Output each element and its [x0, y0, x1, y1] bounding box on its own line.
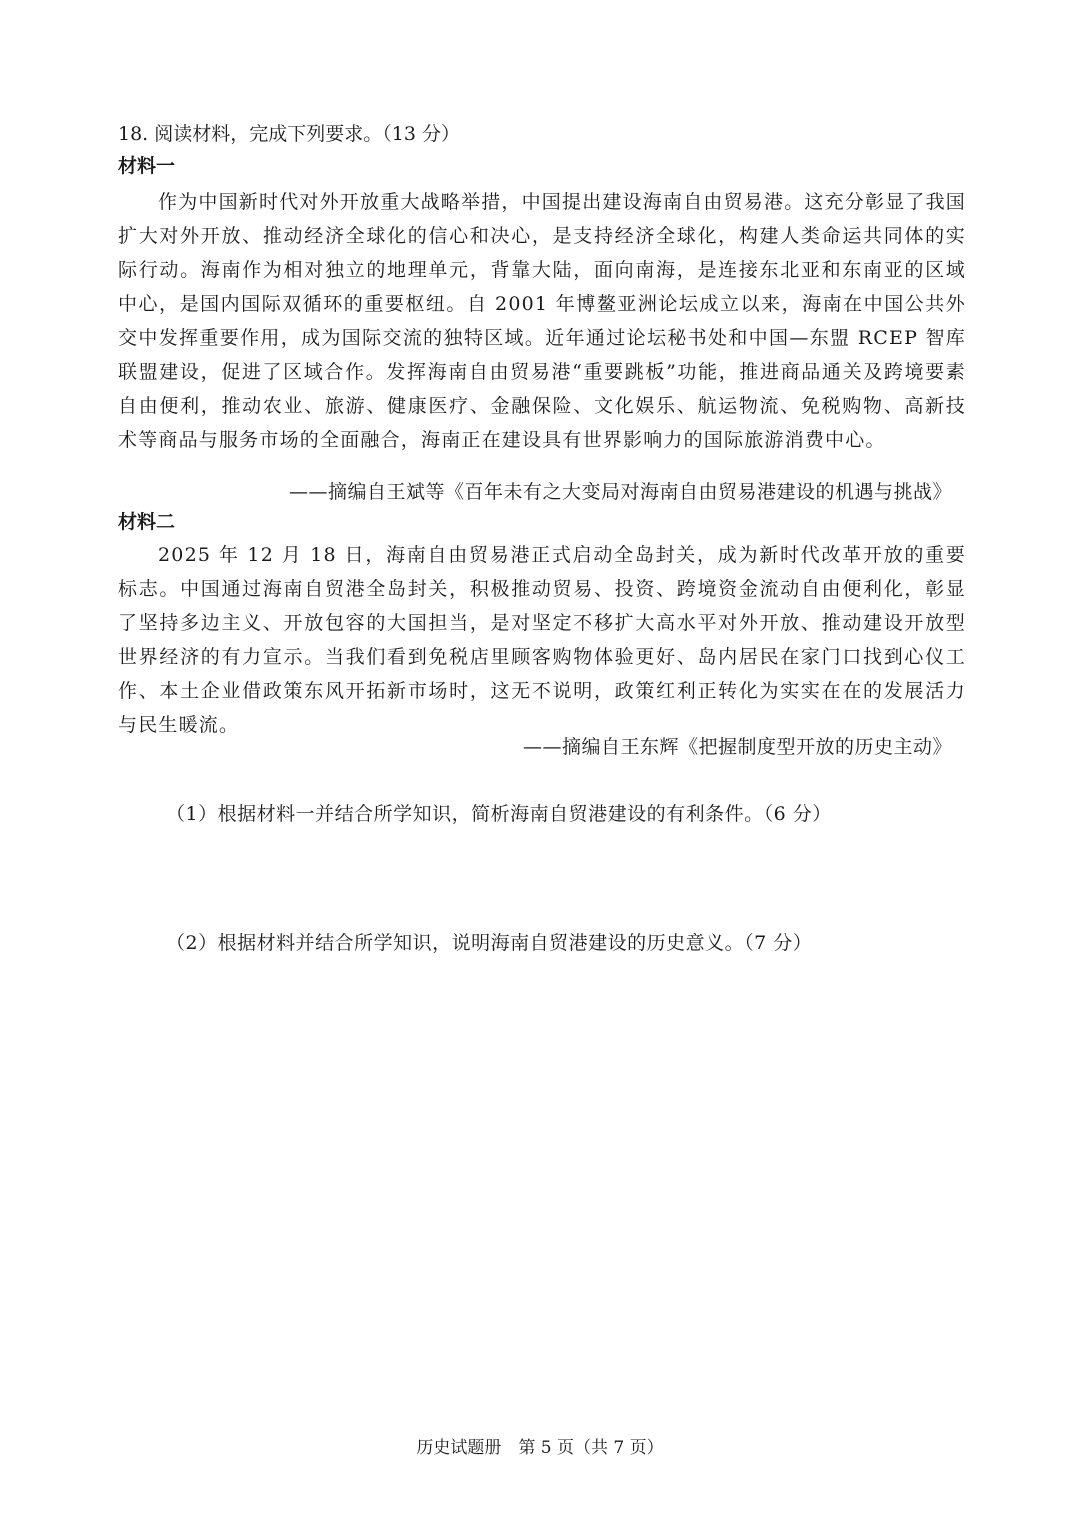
- page-footer: 历史试题册 第 5 页（共 7 页）: [416, 1438, 664, 1458]
- material-1-text: 作为中国新时代对外开放重大战略举措，中国提出建设海南自由贸易港。这充分彰显了我国扩大对外开放、推动经济全球化的信心和决心，是支持经济全球化，构建人类命运共同体的实际行动。海南作为相对独立的地理单元，背靠大陆，面向南海，是连接东北亚和东南亚的区域中心，是国内国际双循环的重要枢纽。自 2001 年博鳌亚洲论坛成立以来，海南在中国公共外交中发挥重要作用，成为国际交流的独特区域。近年通过论坛秘书处和中国—东盟 RCEP 智库联盟建设，促进了区域合作。发挥海南自由贸易港“重要跳板”功能，推进商品通关及跨境要素自由便利，推动农业、旅游、健康医疗、金融保险、文化娱乐、航运物流、免税购物、高新技术等商品与服务市场的全面融合，海南正在建设具有世界影响力的国际旅游消费中心。: [118, 191, 967, 451]
- material-2-source: ——摘编自王东辉《把握制度型开放的历史主动》: [522, 736, 952, 758]
- sub-question-2: （2）根据材料并结合所学知识，说明海南自贸港建设的历史意义。（7 分）: [166, 932, 813, 954]
- material-1-source: ——摘编自王斌等《百年未有之大变局对海南自由贸易港建设的机遇与挑战》: [288, 481, 952, 503]
- material-2-label: 材料二: [118, 511, 176, 533]
- material-2-text: 2025 年 12 月 18 日，海南自由贸易港正式启动全岛封关，成为新时代改革开放的重要标志。中国通过海南自贸港全岛封关，积极推动贸易、投资、跨境资金流动自由便利化，彰显了坚持多边主义、开放包容的大国担当，是对坚定不移扩大高水平对外开放、推动建设开放型世界经济的有力宣示。当我们看到免税店里顾客购物体验更好、岛内居民在家门口找到心仪工作、本土企业借政策东风开拓新市场时，这无不说明，政策红利正转化为实实在在的发展活力与民生暖流。: [118, 544, 966, 736]
- question-heading: 18. 阅读材料，完成下列要求。（13 分）: [118, 123, 460, 145]
- sub-question-1: （1）根据材料一并结合所学知识，简析海南自贸港建设的有利条件。（6 分）: [166, 803, 832, 825]
- material-1-label: 材料一: [118, 155, 176, 177]
